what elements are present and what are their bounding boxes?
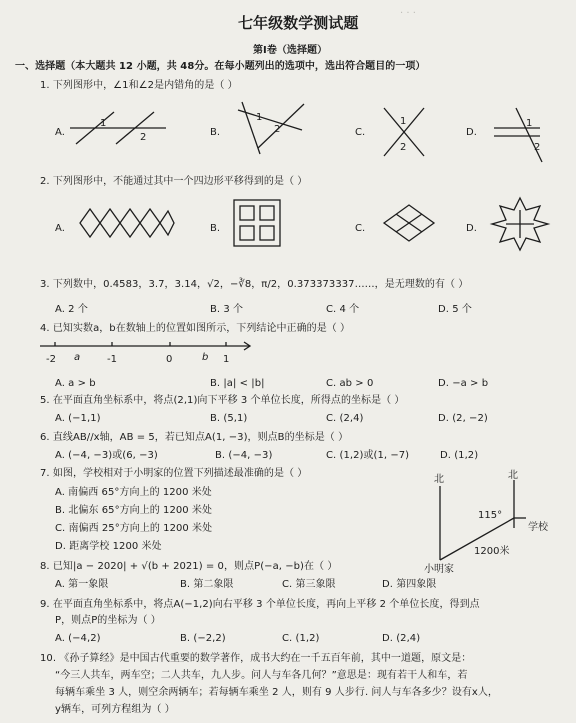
q6-option-c[interactable]: C. (1,2)或(1, −7) <box>326 450 410 461</box>
q1-figure-c <box>380 104 432 160</box>
section-heading: 一、选择题（本大题共 12 小题，共 48分。在每小题列出的选项中，选出符合题目的一项） <box>15 61 426 72</box>
q4-option-b[interactable]: B. |a| < |b| <box>210 378 265 389</box>
q7-option-c[interactable]: C. 南偏西 25°方向上的 1200 米处 <box>55 523 213 534</box>
q10-stem-line3: 每辆车乘坐 3 人，则空余两辆车；若每辆车乘坐 2 人，则有 9 人步行. 问人与车各多少？设有x人， <box>55 687 498 698</box>
north-label-home: 北 <box>434 474 444 485</box>
q7-option-d[interactable]: D. 距离学校 1200 米处 <box>55 541 162 552</box>
q1-b-label-1: 1 <box>256 112 263 123</box>
q10-stem-line4: y辆车，可列方程组为（ ） <box>55 704 175 715</box>
q10-stem: 10. 《孙子算经》是中国古代重要的数学著作，成书大约在一千五百年前，其中一道题，原文是： <box>40 653 472 664</box>
q3-stem: 3. 下列数中，0.4583，3.7，3.14，√2，−∛8，π/2，0.373373337……，是无理数的有（ ） <box>40 279 469 290</box>
q9-option-d[interactable]: D. (2,4) <box>382 633 421 644</box>
q1-option-d[interactable]: D. <box>466 127 477 138</box>
q2-figure-d <box>490 196 550 252</box>
q2-option-d[interactable]: D. <box>466 223 477 234</box>
q5-stem: 5. 在平面直角坐标系中，将点(2,1)向下平移 3 个单位长度，所得点的坐标是（ ） <box>40 395 405 406</box>
q4-number-line <box>40 336 255 366</box>
q2-figure-a <box>78 205 176 241</box>
q3-option-b[interactable]: B. 3 个 <box>210 304 244 315</box>
q2-stem: 2. 下列图形中，不能通过其中一个四边形平移得到的是（ ） <box>40 176 308 187</box>
volume-heading: 第Ⅰ卷（选择题） <box>253 45 328 56</box>
q4-option-c[interactable]: C. ab > 0 <box>326 378 374 389</box>
q1-stem: 1. 下列图形中，∠1和∠2是内错角的是（ ） <box>40 80 238 91</box>
q3-option-a[interactable]: A. 2 个 <box>55 304 88 315</box>
q1-option-a[interactable]: A. <box>55 127 65 138</box>
axis-label-b: b <box>202 352 209 363</box>
q2-figure-b <box>232 198 282 248</box>
q9-stem-line2: P，则点P的坐标为（ ） <box>55 615 161 626</box>
distance-label: 1200米 <box>474 546 510 557</box>
q5-option-c[interactable]: C. (2,4) <box>326 413 364 424</box>
q1-figure-a <box>68 108 168 148</box>
q2-figure-c <box>380 203 438 243</box>
q1-a-label-1: 1 <box>100 118 107 129</box>
q6-stem: 6. 直线AB//x轴，AB = 5，若已知点A(1, −3)，则点B的坐标是（ ） <box>40 432 349 443</box>
q1-a-label-2: 2 <box>140 132 147 143</box>
q1-c-label-2: 2 <box>400 142 407 153</box>
q4-stem: 4. 已知实数a，b在数轴上的位置如图所示，下列结论中正确的是（ ） <box>40 323 351 334</box>
q8-stem: 8. 已知|a − 2020| + √(b + 2021) = 0，则点P(−a, −b)在（ ） <box>40 561 338 572</box>
angle-label: 115° <box>478 510 503 521</box>
q5-option-d[interactable]: D. (2, −2) <box>438 413 488 424</box>
q1-option-b[interactable]: B. <box>210 127 221 138</box>
q1-d-label-2: 2 <box>534 142 541 153</box>
q8-option-c[interactable]: C. 第三象限 <box>282 579 336 590</box>
q6-option-d[interactable]: D. (1,2) <box>440 450 479 461</box>
q3-option-d[interactable]: D. 5 个 <box>438 304 472 315</box>
axis-label-neg2: -2 <box>46 354 56 365</box>
q6-option-a[interactable]: A. (−4, −3)或(6, −3) <box>55 450 158 461</box>
q9-option-b[interactable]: B. (−2,2) <box>180 633 226 644</box>
school-label: 学校 <box>528 522 548 533</box>
q1-figure-b <box>232 100 312 156</box>
q5-option-a[interactable]: A. (−1,1) <box>55 413 101 424</box>
q3-option-c[interactable]: C. 4 个 <box>326 304 360 315</box>
q9-option-a[interactable]: A. (−4,2) <box>55 633 101 644</box>
exam-title: 七年级数学测试题 <box>238 14 359 32</box>
q9-stem: 9. 在平面直角坐标系中，将点A(−1,2)向右平移 3 个单位长度，再向上平移 2 个单位长度，得到点 <box>40 599 480 610</box>
q2-option-a[interactable]: A. <box>55 223 65 234</box>
q7-option-a[interactable]: A. 南偏西 65°方向上的 1200 米处 <box>55 487 212 498</box>
axis-label-a: a <box>74 352 81 363</box>
q8-option-d[interactable]: D. 第四象限 <box>382 579 437 590</box>
axis-label-neg1: -1 <box>107 354 117 365</box>
q7-option-b[interactable]: B. 北偏东 65°方向上的 1200 米处 <box>55 505 213 516</box>
north-label-school: 北 <box>508 470 518 481</box>
q2-option-c[interactable]: C. <box>355 223 366 234</box>
q6-option-b[interactable]: B. (−4, −3) <box>215 450 273 461</box>
q4-option-a[interactable]: A. a > b <box>55 378 96 389</box>
q1-c-label-1: 1 <box>400 116 407 127</box>
q1-figure-d <box>480 106 560 164</box>
q5-option-b[interactable]: B. (5,1) <box>210 413 248 424</box>
q7-direction-figure <box>418 468 568 576</box>
bleed-through-text: · · · <box>400 8 416 19</box>
q2-option-b[interactable]: B. <box>210 223 221 234</box>
axis-label-0: 0 <box>166 354 173 365</box>
q1-option-c[interactable]: C. <box>355 127 366 138</box>
q1-b-label-2: 2 <box>274 124 281 135</box>
q7-stem: 7. 如图，学校相对于小明家的位置下列描述最准确的是（ ） <box>40 468 308 479</box>
q8-option-b[interactable]: B. 第二象限 <box>180 579 234 590</box>
q9-option-c[interactable]: C. (1,2) <box>282 633 320 644</box>
q1-d-label-1: 1 <box>526 118 533 129</box>
q10-stem-line2: “今三人共车，两车空；二人共车，九人步。问人与车各几何？”意思是：现有若干人和车，若 <box>55 670 468 681</box>
q8-option-a[interactable]: A. 第一象限 <box>55 579 109 590</box>
q4-option-d[interactable]: D. −a > b <box>438 378 489 389</box>
home-label: 小明家 <box>424 564 454 575</box>
axis-label-1: 1 <box>223 354 230 365</box>
